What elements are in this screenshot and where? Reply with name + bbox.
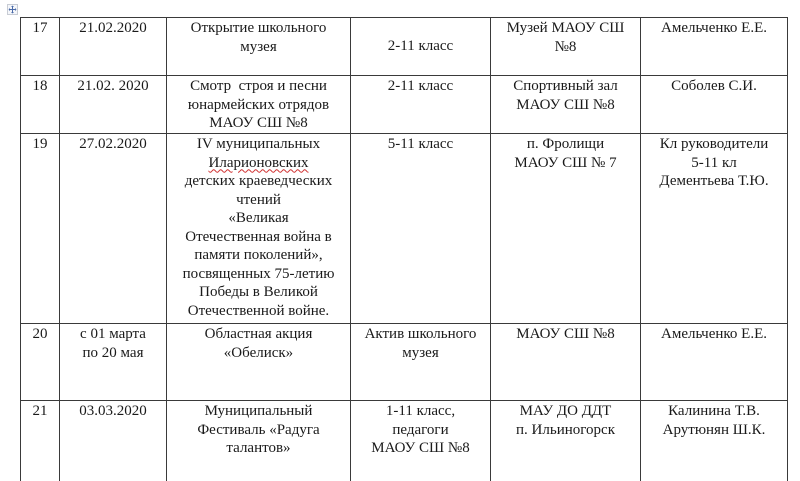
cell-date[interactable]: 27.02.2020 [60,134,167,324]
cell-event[interactable]: IV муниципальных Иларионовских детских краеведческих чтений «Великая Отечественная война в памяти поколений», посвященных 75-летию Победы в Великой Отечественной войне. [167,134,351,324]
cell-event[interactable]: Муниципальный Фестиваль «Радуга талантов» [167,401,351,481]
cell-number[interactable]: 17 [21,18,60,76]
cell-responsible[interactable]: Кл руководители 5-11 кл Дементьева Т.Ю. [641,134,788,324]
cell-participants[interactable]: 2-11 класс [351,18,491,76]
cell-place[interactable]: МАУ ДО ДДТ п. Ильиногорск [491,401,641,481]
cell-date[interactable]: с 01 марта по 20 мая [60,324,167,401]
cell-number[interactable]: 18 [21,76,60,134]
table-move-handle[interactable] [7,4,18,15]
events-table [20,17,788,481]
cell-event[interactable]: Областная акция «Обелиск» [167,324,351,401]
cell-event[interactable]: Смотр строя и песни юнармейских отрядов МАОУ СШ №8 [167,76,351,134]
cell-participants[interactable]: Актив школьного музея [351,324,491,401]
cell-participants[interactable]: 1-11 класс, педагоги МАОУ СШ №8 [351,401,491,481]
cell-responsible[interactable]: Амельченко Е.Е. [641,18,788,76]
cell-responsible[interactable]: Соболев С.И. [641,76,788,134]
cell-date[interactable]: 03.03.2020 [60,401,167,481]
cell-place[interactable]: Музей МАОУ СШ №8 [491,18,641,76]
cell-number[interactable]: 20 [21,324,60,401]
four-arrow-move-icon [8,5,17,14]
cell-responsible[interactable]: Калинина Т.В. Арутюнян Ш.К. [641,401,788,481]
table-row [21,18,788,76]
table-row [21,401,788,481]
spellcheck-flagged-word: Иларионовских [208,154,309,171]
cell-number[interactable]: 21 [21,401,60,481]
cell-date[interactable]: 21.02.2020 [60,18,167,76]
cell-date[interactable]: 21.02. 2020 [60,76,167,134]
table-row [21,324,788,401]
cell-participants[interactable]: 2-11 класс [351,76,491,134]
cell-event[interactable]: Открытие школьного музея [167,18,351,76]
cell-responsible[interactable]: Амельченко Е.Е. [641,324,788,401]
cell-place[interactable]: Спортивный зал МАОУ СШ №8 [491,76,641,134]
cell-number[interactable]: 19 [21,134,60,324]
table-row [21,134,788,324]
table-row [21,76,788,134]
cell-place[interactable]: МАОУ СШ №8 [491,324,641,401]
cell-participants[interactable]: 5-11 класс [351,134,491,324]
cell-place[interactable]: п. Фролищи МАОУ СШ № 7 [491,134,641,324]
